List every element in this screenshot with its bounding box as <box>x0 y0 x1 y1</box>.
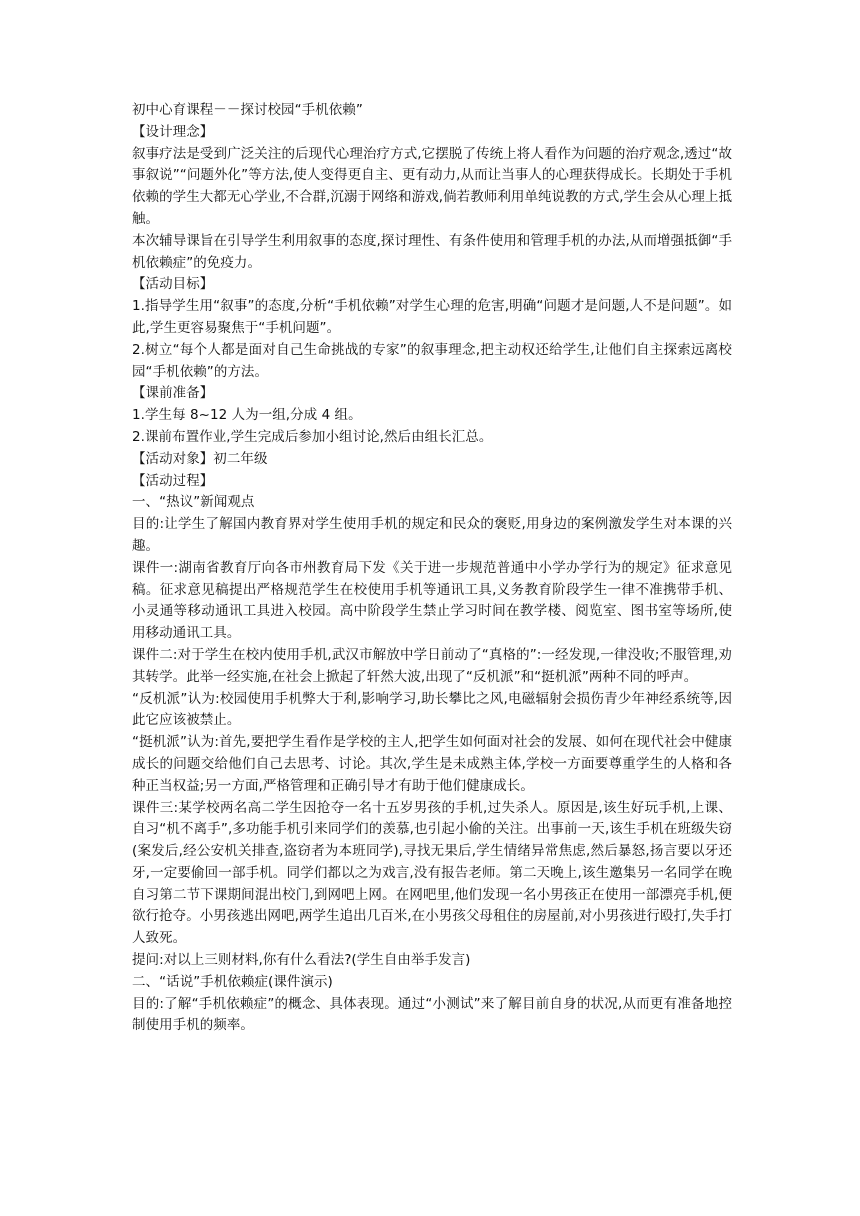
document-title: 初中心育课程－－探讨校园“手机依赖” <box>132 102 363 118</box>
section-heading-preparation: 【课前准备】 <box>132 385 214 402</box>
paragraph-narrative-therapy: 叙事疗法是受到广泛关注的后现代心理治疗方式,它摆脱了传统上将人看作为问题的治疗观念,透过“故事叙说”“问题外化”等方法,使人变得更自主、更有动力,从而让当事人的心理获得成长。长期处于手机依赖的学生大都无心学业,不合群,沉溺于网络和游戏,倘若教师利用单纯说教的方式,学生会从心理上抵触。 <box>132 145 733 227</box>
preparation-item-1: 1.学生每 8~12 人为一组,分成 4 组。 <box>132 407 362 424</box>
paragraph-purpose-2: 目的:了解“手机依赖症”的概念、具体表现。通过“小测试”来了解目前自身的状况,从而更有准备地控制使用手机的频率。 <box>132 995 732 1034</box>
section-heading-audience: 【活动对象】初二年级 <box>132 450 268 467</box>
section-heading-activity-goals: 【活动目标】 <box>132 276 214 293</box>
document-body <box>132 100 732 1037</box>
section-heading-process: 【活动过程】 <box>132 472 214 489</box>
paragraph-courseware-2: 课件二:对于学生在校内使用手机,武汉市解放中学日前动了“真格的”:一经发现,一律没收;不服管理,劝其转学。此举一经实施,在社会上掀起了轩然大波,出现了“反机派”和“挺机派”两种不同的呼声。 <box>132 646 732 685</box>
paragraph-purpose-1: 目的:让学生了解国内教育界对学生使用手机的规定和民众的褒贬,用身边的案例激发学生对本课的兴趣。 <box>132 516 732 554</box>
section-heading-design-concept: 【设计理念】 <box>132 123 214 140</box>
paragraph-question: 提问:对以上三则材料,你有什么看法?(学生自由举手发言) <box>132 952 471 969</box>
goal-item-2: 2.树立“每个人都是面对自己生命挑战的专家”的叙事理念,把主动权还给学生,让他们自主探索远离校园“手机依赖”的方法。 <box>132 341 732 380</box>
paragraph-course-purpose: 本次辅导课旨在引导学生利用叙事的态度,探讨理性、有条件使用和管理手机的办法,从而增强抵御“手机依赖症”的免疫力。 <box>132 232 732 271</box>
preparation-item-2: 2.课前布置作业,学生完成后参加小组讨论,然后由组长汇总。 <box>132 428 493 445</box>
paragraph-courseware-1: 课件一:湖南省教育厅向各市州教育局下发《关于进一步规范普通中小学办学行为的规定》征求意见稿。征求意见稿提出严格规范学生在校使用手机等通讯工具,义务教育阶段学生一律不准携带手机、小灵通等移动通讯工具进入校园。高中阶段学生禁止学习时间在教学楼、阅览室、图书室等场所,使用移动通讯工具。 <box>132 559 732 642</box>
subheading-news-discussion: 一、“热议”新闻观点 <box>132 494 255 511</box>
goal-item-1: 1.指导学生用“叙事”的态度,分析“手机依赖”对学生心理的危害,明确“问题才是问题,人不是问题”。如此,学生更容易聚焦于“手机问题”。 <box>132 298 732 336</box>
subheading-phone-dependence: 二、“话说”手机依赖症(课件演示) <box>132 973 333 990</box>
paragraph-courseware-3: 课件三:某学校两名高二学生因抢夺一名十五岁男孩的手机,过失杀人。原因是,该生好玩手机,上课、自习“机不离手”,多功能手机引来同学们的羡慕,也引起小偷的关注。出事前一天,该生手机在班级失窃(案发后,经公安机关排查,盗窃者为本班同学),寻找无果后,学生情绪异常焦虑,然后暴怒,扬言要以牙还牙,一定要偷回一部手机。同学们都以之为戏言,没有报告老师。第二天晚上,该生邀集另一名同学在晚自习第二节下课期间混出校门,到网吧上网。在网吧里,他们发现一名小男孩正在使用一部漂亮手机,便欲行抢夺。小男孩逃出网吧,两学生追出几百米,在小男孩父母租住的房屋前,对小男孩进行殴打,失手打人致死。 <box>132 799 733 947</box>
paragraph-anti-phone-view: “反机派”认为:校园使用手机弊大于利,影响学习,助长攀比之风,电磁辐射会损伤青少年神经系统等,因此它应该被禁止。 <box>132 690 732 729</box>
paragraph-pro-phone-view: “挺机派”认为:首先,要把学生看作是学校的主人,把学生如何面对社会的发展、如何在现代社会中健康成长的问题交给他们自己去思考、讨论。其次,学生是未成熟主体,学校一方面要尊重学生的人格和各种正当权益;另一方面,严格管理和正确引导才有助于他们健康成长。 <box>132 734 732 794</box>
